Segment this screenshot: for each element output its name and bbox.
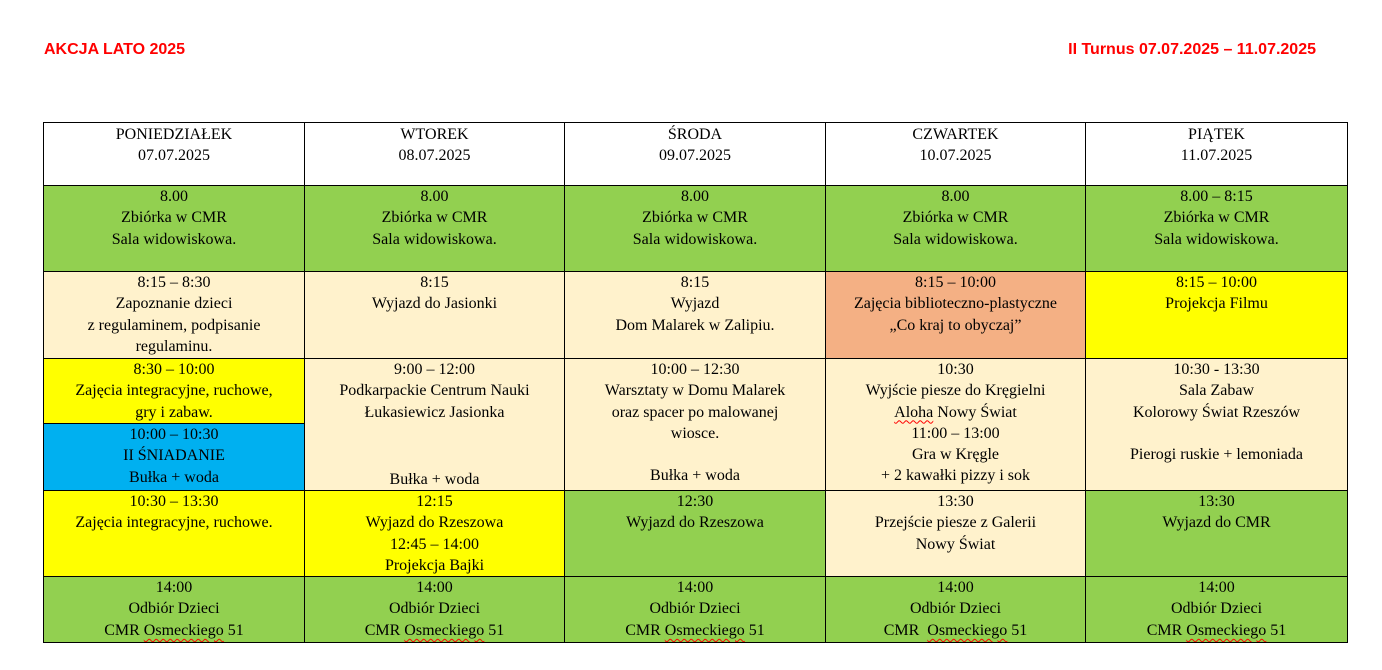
cell-line: Odbiór Dzieci [1170,600,1263,618]
cell-mon-afternoon [44,491,305,577]
cell-line: oraz spacer po malowanej [611,403,779,421]
cell-line: wiosce. [670,424,720,442]
cell-thu-gathering [826,186,1086,272]
cell-line: Odbiór Dzieci [388,600,481,618]
cell-line: Wyjazd do Jasionki [371,295,498,313]
cell-line: 8.00 – 8:15 [1180,188,1253,205]
cell-line: 13:30 [1198,493,1235,510]
cell-text: 51 [484,621,505,639]
cell-line: 8:15 – 10:00 [1176,274,1257,291]
cell-meal-note: Bułka + woda [389,470,480,488]
day-name: PIĄTEK [1188,126,1245,143]
cell-line: Zajęcia integracyjne, ruchowe. [75,514,273,532]
pickup-address [309,620,560,641]
cell-text: Nowy Świat [933,403,1017,421]
cell-tue-morning [305,272,565,359]
cell-line: 14:00 [155,579,193,597]
day-date: 10.07.2025 [919,147,992,165]
spellcheck-word: Aloha [894,403,934,421]
header-title: AKCJA LATO 2025 [44,41,186,58]
cell-line: Sala widowiskowa. [111,230,237,248]
day-header-fri [1086,123,1348,186]
cell-text: CMR [1146,621,1187,639]
cell-line: Zbiórka w CMR [902,209,1009,227]
cell-line: 8.00 [681,188,709,205]
cell-line: Dom Malarek w Zalipiu. [615,316,775,334]
cell-wed-afternoon [565,491,826,577]
spellcheck-word: Osmeckiego [404,621,485,639]
header-turnus: II Turnus 07.07.2025 – 11.07.2025 [1068,41,1316,58]
cell-line: Zbiórka w CMR [121,209,227,227]
cell-thu-morning [826,272,1086,359]
pickup-address [830,620,1081,641]
cell-tue-afternoon [305,491,565,577]
schedule-row-midday [44,359,1348,424]
day-name: ŚRODA [667,126,723,143]
cell-line: Wyjście piesze do Kręgielni [865,382,1046,400]
cell-line: Gra w Kręgle [911,446,1000,464]
cell-line [830,402,1081,423]
cell-meal-note: Bułka + woda [650,467,740,485]
cell-line: Zapoznanie dzieci [115,295,233,313]
cell-line: Zbiórka w CMR [642,209,748,227]
cell-line: 8:15 – 10:00 [915,274,996,291]
cell-text: 51 [744,621,765,639]
cell-line: Nowy Świat [915,535,996,553]
cell-text: CMR [883,621,928,639]
cell-wed-morning [565,272,826,359]
pickup-address [569,620,821,641]
cell-tue-gathering [305,186,565,272]
cell-mon-morning [44,272,305,359]
cell-line: 10:30 [937,361,974,378]
cell-fri-pickup [1086,577,1348,643]
cell-line: 13:30 [937,493,974,510]
day-name: PONIEDZIAŁEK [115,126,233,143]
cell-line: Łukasiewicz Jasionka [364,403,505,421]
cell-line: regulaminu. [135,337,213,355]
cell-text: CMR [625,621,665,639]
cell-line: 14:00 [1198,579,1235,597]
cell-line: Odbiór Dzieci [128,600,220,618]
cell-line: „Co kraj to obyczaj” [889,316,1022,334]
cell-line: 10:30 – 13:30 [129,493,219,510]
cell-line: 8.00 [420,188,449,205]
cell-text: 51 [223,621,244,639]
cell-fri-gathering [1086,186,1348,272]
cell-line: Sala widowiskowa. [893,230,1018,248]
day-header-wed [565,123,826,186]
spellcheck-word: Osmeckiego [664,621,745,639]
cell-line: 14:00 [937,579,974,597]
cell-line: 10:00 – 10:30 [129,426,219,443]
cell-line: Wyjazd do Rzeszowa [626,514,764,532]
day-header-thu [826,123,1086,186]
cell-line: Zbiórka w CMR [1163,209,1270,227]
schedule-row-pickup [44,577,1348,643]
cell-mon-pickup [44,577,305,643]
cell-text: 51 [1266,621,1287,639]
cell-line: 12:15 [416,493,453,510]
day-date: 08.07.2025 [398,147,471,165]
cell-line: 12:45 – 14:00 [390,535,479,553]
cell-line: 8:15 [680,274,710,291]
cell-line: Odbiór Dzieci [909,600,1002,618]
cell-meal-note: Pierogi ruskie + lemoniada [1130,446,1303,464]
cell-fri-afternoon [1086,491,1348,577]
cell-line: Warsztaty w Domu Malarek [604,382,786,400]
spellcheck-word: Osmeckiego [927,621,1008,639]
day-date: 09.07.2025 [659,147,731,165]
cell-line: Wyjazd do Rzeszowa [365,514,504,532]
cell-tue-midday [305,359,565,491]
cell-line: gry i zabaw. [135,403,213,421]
cell-line: Projekcja Filmu [1165,295,1268,313]
day-name: CZWARTEK [912,126,999,143]
cell-line: Zajęcia biblioteczno-plastyczne [853,295,1057,313]
cell-line: 8:15 [420,274,449,291]
cell-line: + 2 kawałki pizzy i sok [881,467,1030,485]
pickup-address [48,620,300,641]
cell-wed-midday [565,359,826,491]
cell-thu-midday [826,359,1086,491]
cell-thu-afternoon [826,491,1086,577]
cell-text: CMR [364,621,405,639]
cell-line: Bułka + woda [129,468,219,486]
cell-line: Sala widowiskowa. [632,230,758,248]
cell-mon-gathering [44,186,305,272]
cell-line: Zajęcia integracyjne, ruchowe, [75,382,273,400]
spellcheck-word: Osmeckiego [143,621,224,639]
cell-wed-gathering [565,186,826,272]
cell-line: z regulaminem, podpisanie [87,316,261,334]
cell-wed-pickup [565,577,826,643]
cell-mon-integration [44,359,305,424]
cell-line: 10:00 – 12:30 [650,361,740,378]
schedule-row-morning [44,272,1348,359]
cell-line: Odbiór Dzieci [649,600,741,618]
pickup-address [1090,620,1343,641]
days-header-row [44,123,1348,186]
cell-line: 14:00 [416,579,453,597]
cell-line: Kolorowy Świat Rzeszów [1132,403,1301,421]
day-date: 07.07.2025 [138,147,210,165]
cell-line: 8.00 [160,188,188,205]
day-name: WTOREK [400,126,469,143]
cell-tue-pickup [305,577,565,643]
cell-line: 8:15 – 8:30 [137,274,211,291]
cell-line: 9:00 – 12:00 [394,361,475,378]
cell-fri-morning [1086,272,1348,359]
cell-line: 8:30 – 10:00 [133,361,215,378]
cell-line: Przejście piesze z Galerii [874,514,1037,532]
cell-line: Wyjazd [670,295,720,313]
cell-text: CMR [104,621,144,639]
day-header-tue [305,123,565,186]
day-date: 11.07.2025 [1180,147,1253,165]
cell-spacer [569,444,821,465]
cell-line: Zbiórka w CMR [381,209,488,227]
cell-line: Sala Zabaw [1178,382,1255,400]
cell-mon-breakfast [44,424,305,491]
cell-line: 10:30 - 13:30 [1173,361,1260,378]
cell-thu-pickup [826,577,1086,643]
cell-spacer [1090,423,1343,444]
cell-line: 14:00 [676,579,714,597]
schedule-row-gathering [44,186,1348,272]
cell-line: II ŚNIADANIE [123,447,225,465]
cell-line: 12:30 [676,493,714,510]
cell-line: Sala widowiskowa. [372,230,497,248]
cell-line: Sala widowiskowa. [1154,230,1279,248]
cell-line: Podkarpackie Centrum Nauki [339,382,530,400]
cell-line: Projekcja Bajki [384,556,485,574]
cell-fri-midday [1086,359,1348,491]
schedule-table [43,122,1348,643]
cell-text: 51 [1007,621,1028,639]
schedule-row-afternoon [44,491,1348,577]
cell-line: Wyjazd do CMR [1162,514,1271,532]
day-header-mon [44,123,305,186]
spellcheck-word: Osmeckiego [1186,621,1267,639]
cell-line: 8.00 [941,188,970,205]
cell-line: 11:00 – 13:00 [911,424,1000,442]
